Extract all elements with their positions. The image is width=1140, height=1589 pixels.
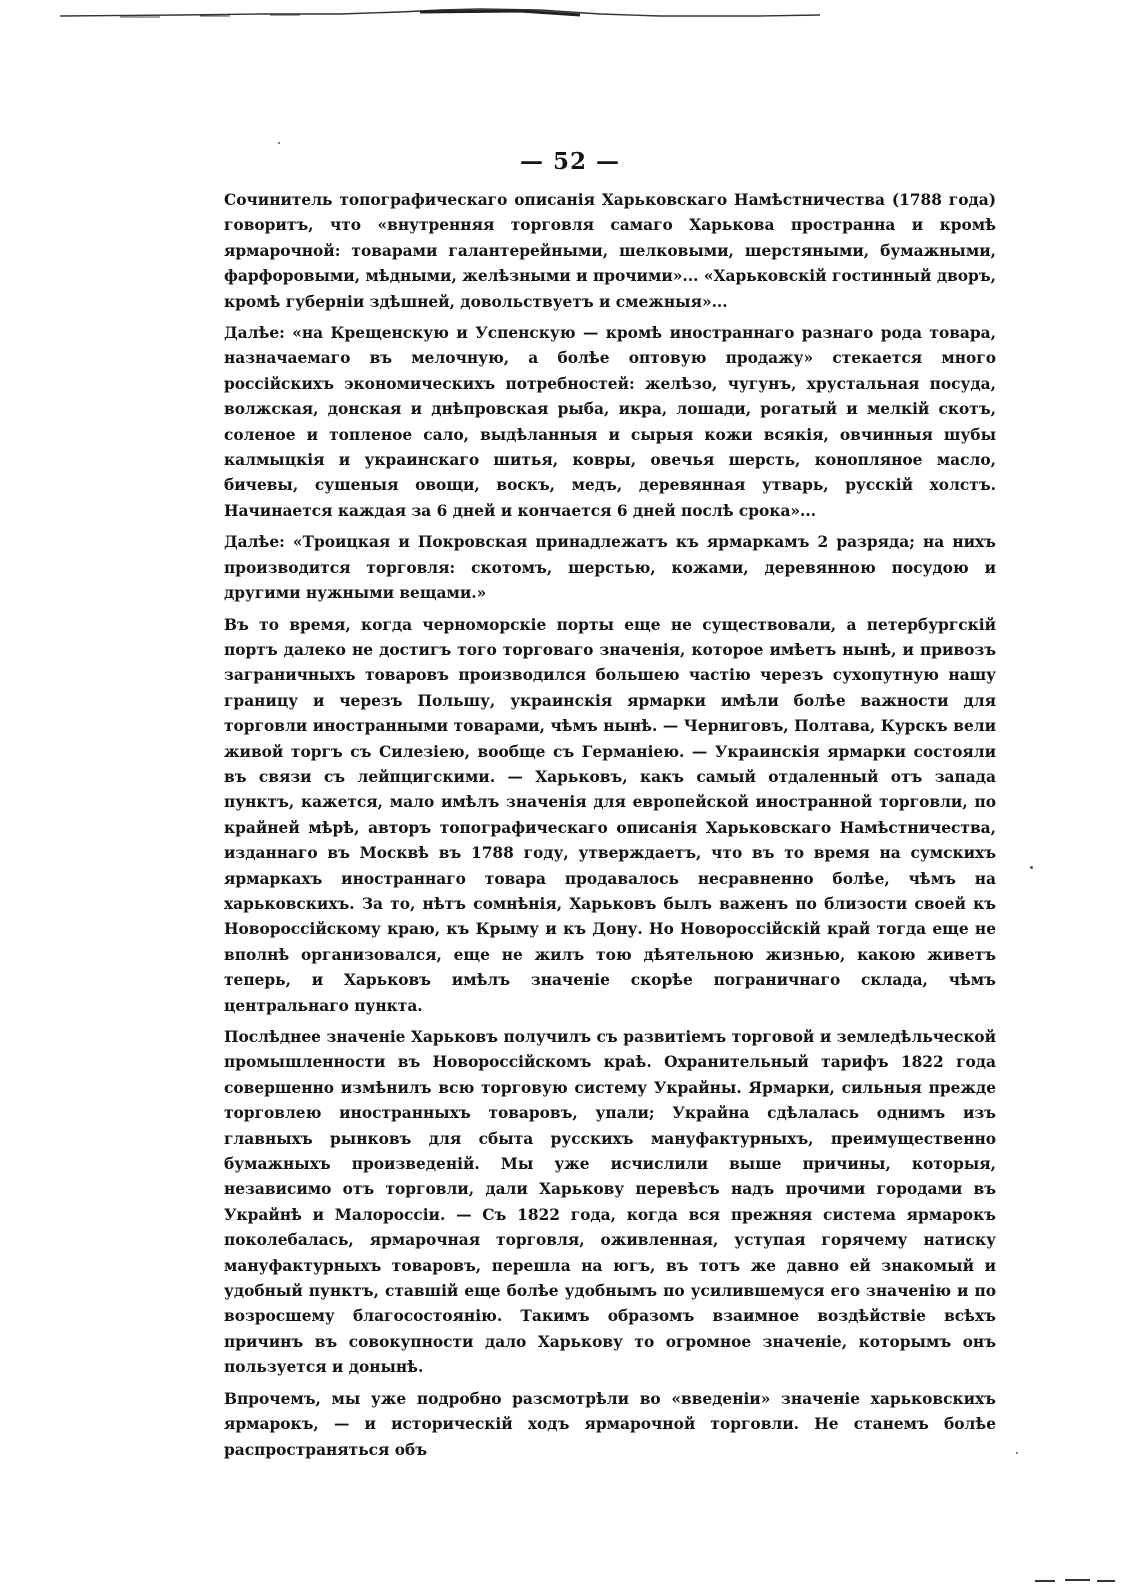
paragraph-6: Впрочемъ, мы уже подробно разсмотрѣли во «введеніи» значеніе харьковскихъ ярмарокъ, — и историческій ходъ ярмарочной торговли. Не станемъ болѣе распространяться объ — [224, 1389, 996, 1459]
body-text — [224, 188, 996, 1469]
scan-speck — [1016, 1452, 1018, 1454]
scan-speck — [1030, 866, 1033, 869]
paragraph-2: Далѣе: «на Крещенскую и Успенскую — кромѣ иностраннаго разнаго рода товара, назначаемаго въ мелочную, а болѣе оптовую продажу» стекается много россійскихъ экономическихъ потребностей: желѣзо, чугунъ, хрустальная посуда, волжская, донская и днѣпровская рыба, икра, лошади, рогатый и мелкій скотъ, соленое и топленое сало, выдѣланныя и сырыя кожи всякія, овчинныя шубы калмыцкія и украинскаго шитья, ковры, овечья шерсть, конопляное масло, бичевы, сушеныя овощи, воскъ, медъ, деревянная утварь, русскій холстъ. Начинается каждая за 6 дней и кончается 6 дней послѣ срока»... — [224, 324, 996, 520]
paragraph-5: Послѣднее значеніе Харьковъ получилъ съ развитіемъ торговой и земледѣльческой промышленности въ Новороссійскомъ краѣ. Охранительный тарифъ 1822 года совершенно измѣнилъ всю торговую систему Украйны. Ярмарки, сильныя прежде торговлею иностранныхъ товаровъ, упали; Украйна сдѣлалась однимъ изъ главныхъ рынковъ для сбыта русскихъ мануфактурныхъ, преимущественно бумажныхъ произведеній. Мы уже исчислили выше причины, которыя, независимо отъ торговли, дали Харькову перевѣсъ надъ прочими городами въ Украйнѣ и Малороссіи. — Съ 1822 года, когда вся прежняя система ярмарокъ поколебалась, ярмарочная торговля, оживленная, уступая горячему натиску мануфактурныхъ товаровъ, перешла на югъ, въ тотъ же давно ей знакомый и удобный пунктъ, ставшій еще болѣе удобнымъ по усилившемуся его значенію и по возросшему благосостоянію. Такимъ образомъ взаимное воздѣйствіе всѣхъ причинъ въ совокупности дало Харькову то огромное значеніе, которымъ онъ пользуется и донынѣ. — [224, 1028, 996, 1377]
scan-edge-artifact — [60, 6, 860, 20]
scan-edge-artifact — [1035, 1577, 1115, 1585]
paragraph-4: Въ то время, когда черноморскіе порты еще не существовали, а петербургскій портъ далеко не достигъ того торговаго значенія, которое имѣетъ нынѣ, и привозъ заграничныхъ товаровъ производился большею частію черезъ сухопутную нашу границу и черезъ Польшу, украинскія ярмарки имѣли болѣе важности для торговли иностранными товарами, чѣмъ нынѣ. — Черниговъ, Полтава, Курскъ вели живой торгъ съ Силезіею, вообще съ Германіею. — Украинскія ярмарки состояли въ связи съ лейпцигскими. — Харьковъ, какъ самый отдаленный отъ запада пунктъ, кажется, мало имѣлъ значенія для европейской иностранной торговли, по крайней мѣрѣ, авторъ топографическаго описанія Харьковскаго Намѣстничества, изданнаго въ Москвѣ въ 1788 году, утверждаетъ, что въ то время на сумскихъ ярмаркахъ иностраннаго товара продавалось несравненно болѣе, чѣмъ на харьковскихъ. За то, нѣтъ сомнѣнія, Харьковъ былъ важенъ по близости своей къ Новороссійскому краю, къ Крыму и къ Дону. Но Новороссійскій край тогда еще не вполнѣ организовался, еще не жилъ тою дѣятельною жизнью, какою живетъ теперь, и Харьковъ имѣлъ значеніе скорѣе пограничнаго склада, чѣмъ центральнаго пункта. — [224, 615, 996, 1015]
paragraph-1: Сочинитель топографическаго описанія Харьковскаго Намѣстничества (1788 года) говоритъ, что «внутренняя торговля самаго Харькова пространна и кромѣ ярмарочной: товарами галантерейными, шелковыми, шерстяными, бумажными, фарфоровыми, мѣдными, желѣзными и прочими»... «Харьковскій гостинный дворъ, кромѣ губерніи здѣшней, довольствуетъ и смежныя»... — [224, 191, 996, 311]
paragraph-3: Далѣе: «Троицкая и Покровская принадлежатъ къ ярмаркамъ 2 разряда; на нихъ производится торговля: скотомъ, шерстью, кожами, деревянною посудою и другими нужными вещами.» — [224, 533, 996, 603]
scan-speck — [278, 142, 280, 144]
page-number: — 52 — — [519, 148, 621, 175]
